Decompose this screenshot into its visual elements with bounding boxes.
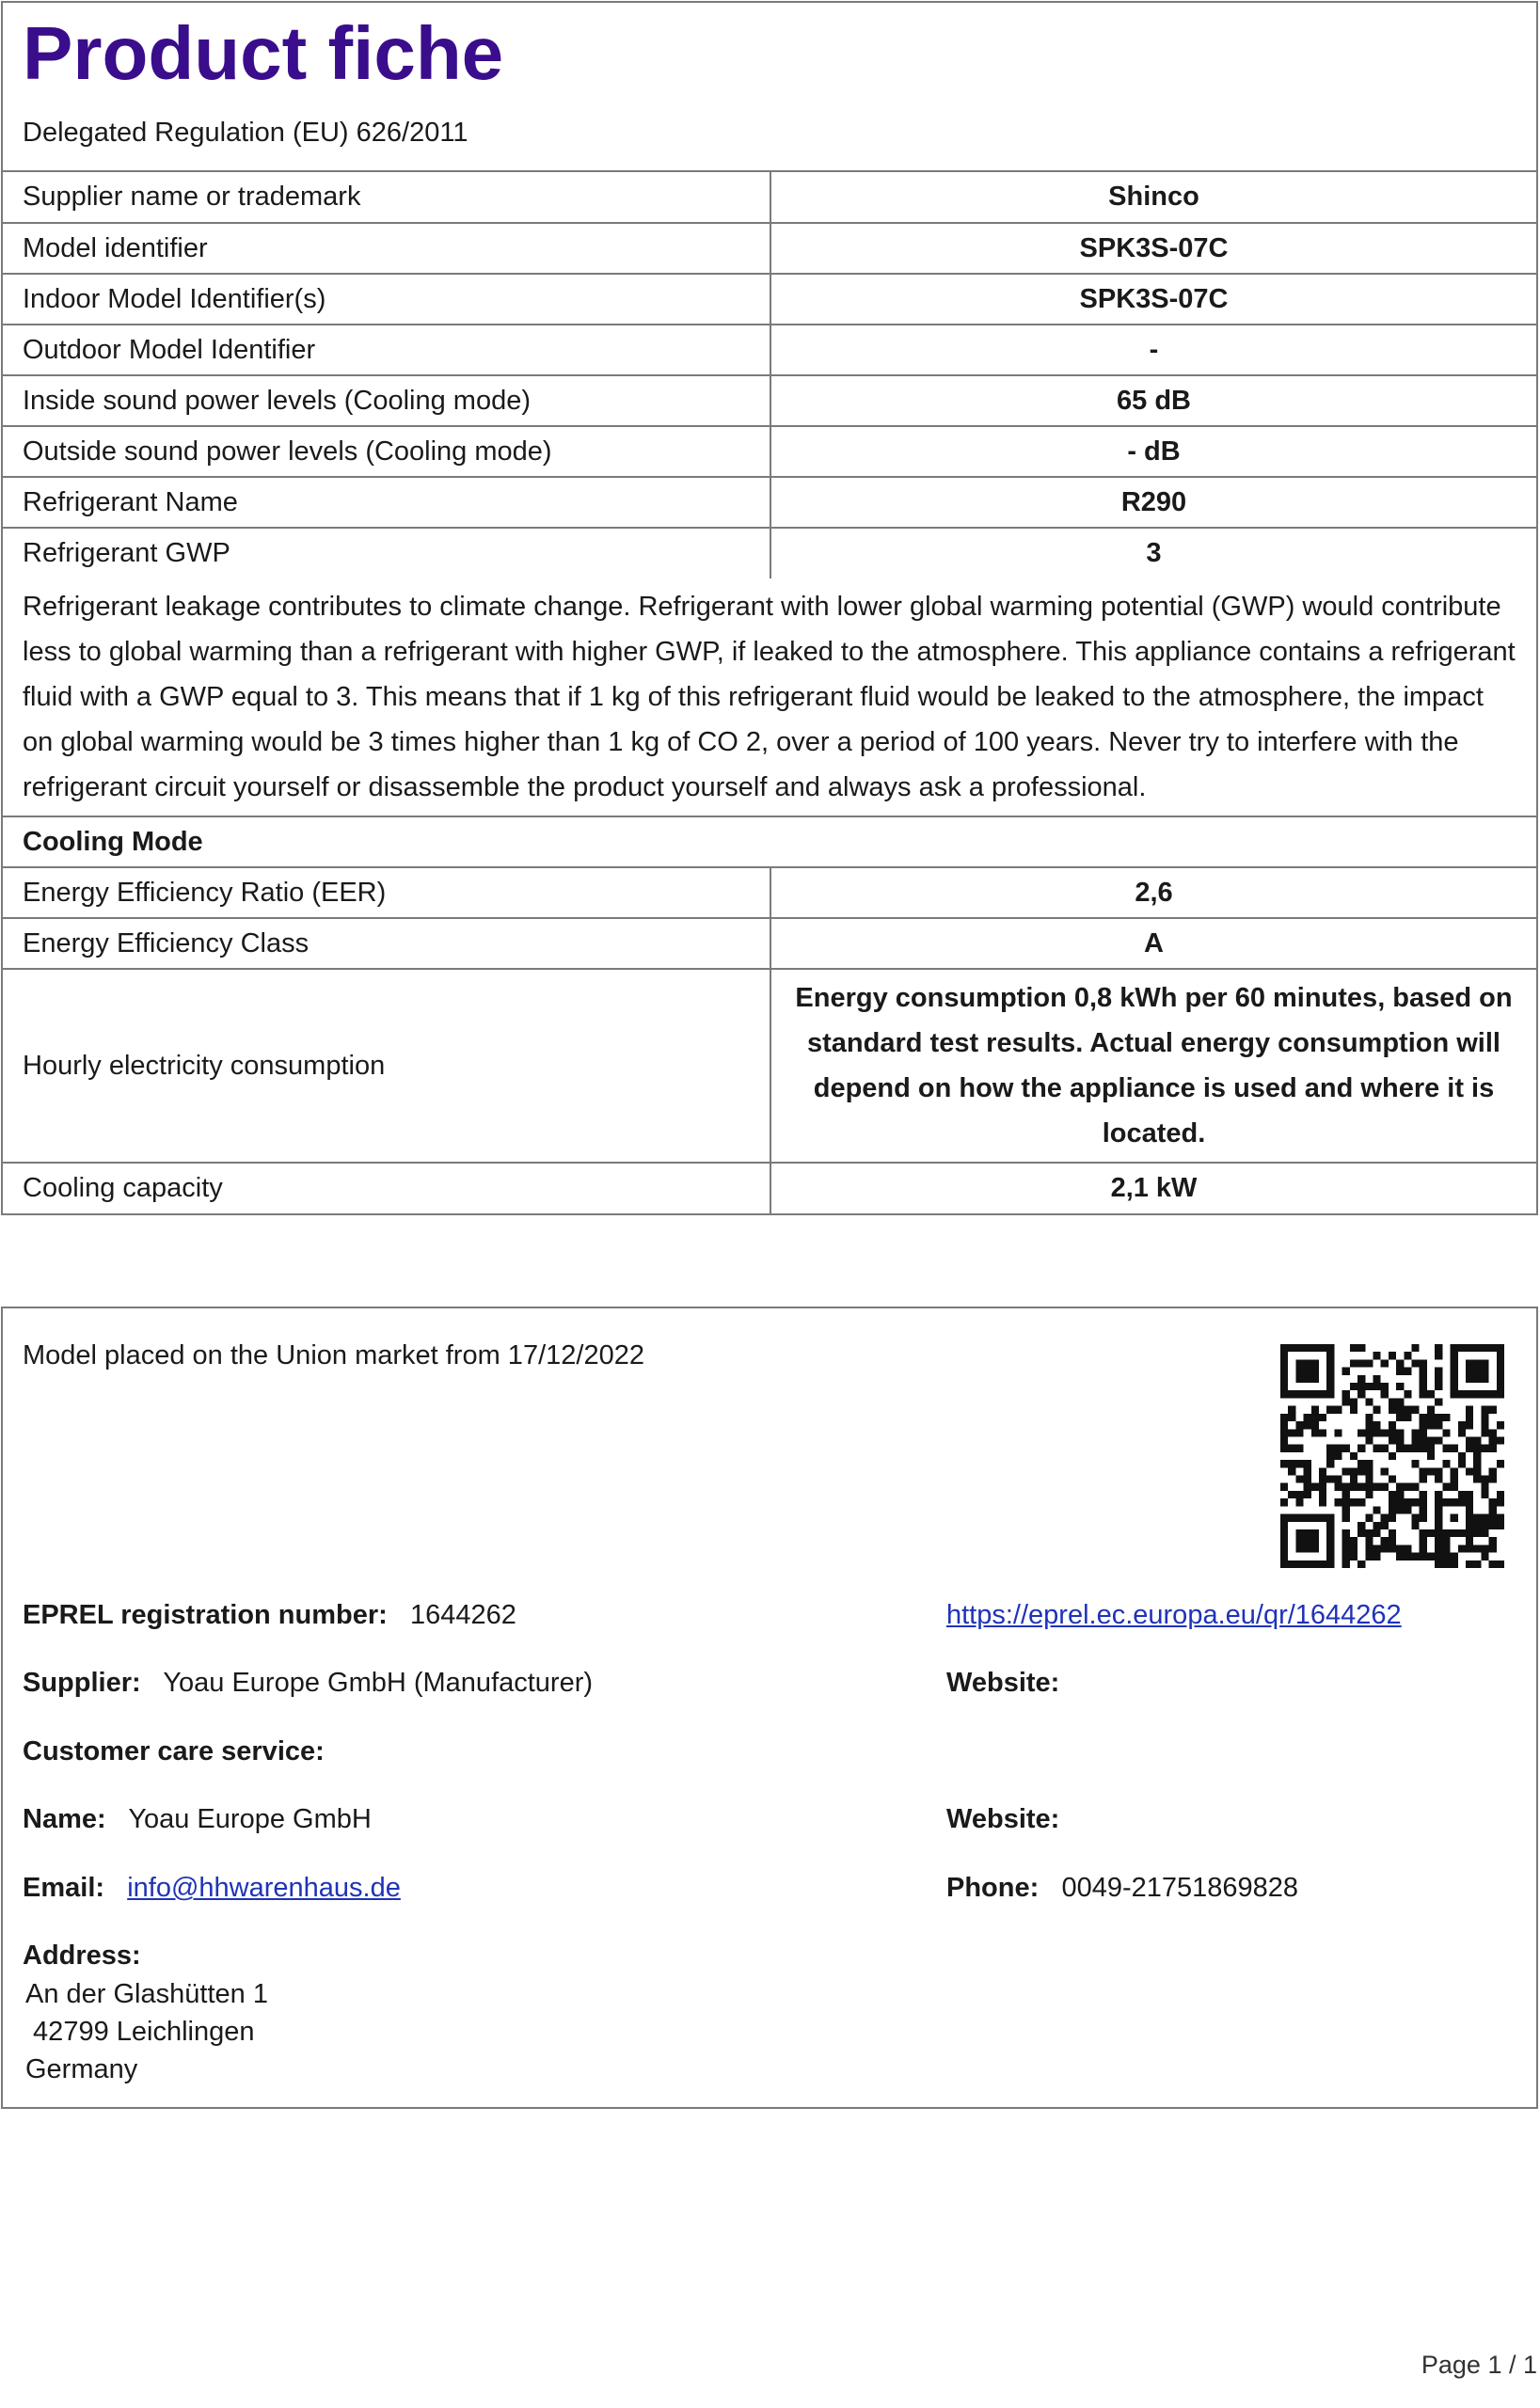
- gwp-notice-row: [3, 578, 1536, 816]
- table-row: [3, 918, 1536, 969]
- phone-row: [946, 1869, 1298, 1907]
- page-title: Product fiche: [23, 11, 504, 95]
- energy-class-label: Energy Efficiency Class: [3, 918, 770, 969]
- table-row: [3, 969, 1536, 1163]
- eprel-label: EPREL registration number:: [23, 1600, 388, 1630]
- row-value: SPK3S-07C: [770, 274, 1536, 325]
- supplier-value: Yoau Europe GmbH (Manufacturer): [163, 1668, 594, 1698]
- eer-value: 2,6: [770, 867, 1536, 918]
- address-label: Address:: [23, 1941, 141, 1971]
- table-row: [3, 1163, 1536, 1213]
- phone-value: 0049-21751869828: [1061, 1873, 1299, 1903]
- table-row: [3, 867, 1536, 918]
- cooling-section-row: [3, 816, 1536, 867]
- row-label: Outside sound power levels (Cooling mode): [3, 426, 770, 477]
- table-row: [3, 426, 1536, 477]
- address-line: Germany: [25, 2054, 138, 2084]
- table-row: [3, 223, 1536, 274]
- regulation-subtitle: Delegated Regulation (EU) 626/2011: [23, 118, 468, 148]
- table-row: [3, 528, 1536, 578]
- table-row: [3, 477, 1536, 528]
- row-value: SPK3S-07C: [770, 223, 1536, 274]
- name-value: Yoau Europe GmbH: [128, 1804, 372, 1834]
- phone-label: Phone:: [946, 1873, 1040, 1903]
- row-label: Refrigerant Name: [3, 477, 770, 528]
- title-block: [3, 3, 1536, 172]
- energy-class-value: A: [770, 918, 1536, 969]
- product-table: [3, 172, 1536, 1213]
- row-label: Outdoor Model Identifier: [3, 325, 770, 375]
- hourly-consumption-value: Energy consumption 0,8 kWh per 60 minutes, based on standard test results. Actual energy consumption will depend on how the appliance is used and where it is located.: [770, 969, 1536, 1163]
- address-line: An der Glashütten 1: [25, 1979, 268, 2009]
- eprel-link[interactable]: https://eprel.ec.europa.eu/qr/1644262: [946, 1600, 1402, 1630]
- name-row: [23, 1800, 372, 1838]
- row-value: Shinco: [1108, 182, 1199, 212]
- cooling-section-label: Cooling Mode: [3, 816, 1536, 867]
- table-row: [3, 274, 1536, 325]
- row-label: Indoor Model Identifier(s): [3, 274, 770, 325]
- eprel-link-row: [946, 1596, 1402, 1634]
- product-fiche-sheet: [1, 1, 1538, 1215]
- supplier-row: [23, 1664, 593, 1702]
- address-line: 42799 Leichlingen: [25, 2017, 255, 2047]
- eprel-value: 1644262: [409, 1600, 516, 1630]
- hourly-consumption-label: Hourly electricity consumption: [3, 969, 770, 1163]
- supplier-label: Supplier:: [23, 1668, 141, 1698]
- page-number: Page 1 / 1: [1421, 2351, 1537, 2379]
- row-label: Model identifier: [3, 223, 770, 274]
- info-panel: [1, 1307, 1538, 2109]
- row-label: Refrigerant GWP: [3, 528, 770, 578]
- website-label-2: Website:: [946, 1804, 1060, 1834]
- row-value: - dB: [770, 426, 1536, 477]
- website-label-1: Website:: [946, 1668, 1060, 1698]
- row-value: R290: [770, 477, 1536, 528]
- cooling-capacity-label: Cooling capacity: [3, 1163, 770, 1213]
- gwp-notice: Refrigerant leakage contributes to climate change. Refrigerant with lower global warming potential (GWP) would contribute less to global warming than a refrigerant with higher GWP, if leaked to the atmosphere. This appliance contains a refrigerant fluid with a GWP equal to 3. This means that if 1 kg of this refrigerant fluid would be leaked to the atmosphere, the impact on global warming would be 3 times higher than 1 kg of CO 2, over a period of 100 years. Never try to interfere with the refrigerant circuit yourself or disassemble the product yourself and always ask a professional.: [23, 592, 1516, 802]
- name-label: Name:: [23, 1804, 106, 1834]
- qr-code-icon: [1280, 1344, 1504, 1568]
- row-label: Supplier name or trademark: [3, 172, 770, 223]
- cooling-capacity-value: 2,1 kW: [770, 1163, 1536, 1213]
- row-label: Inside sound power levels (Cooling mode): [3, 375, 770, 426]
- table-row: [3, 172, 1536, 223]
- row-value: 3: [770, 528, 1536, 578]
- eer-label: Energy Efficiency Ratio (EER): [3, 867, 770, 918]
- row-value: 65 dB: [770, 375, 1536, 426]
- table-row: [3, 325, 1536, 375]
- row-value: -: [770, 325, 1536, 375]
- table-row: [3, 375, 1536, 426]
- email-label: Email:: [23, 1873, 105, 1903]
- email-row: [23, 1869, 401, 1907]
- market-date: Model placed on the Union market from 17/12/2022: [23, 1340, 644, 1370]
- email-link[interactable]: info@hhwarenhaus.de: [127, 1873, 401, 1903]
- eprel-row: [23, 1596, 516, 1634]
- customer-care-label: Customer care service:: [23, 1736, 325, 1766]
